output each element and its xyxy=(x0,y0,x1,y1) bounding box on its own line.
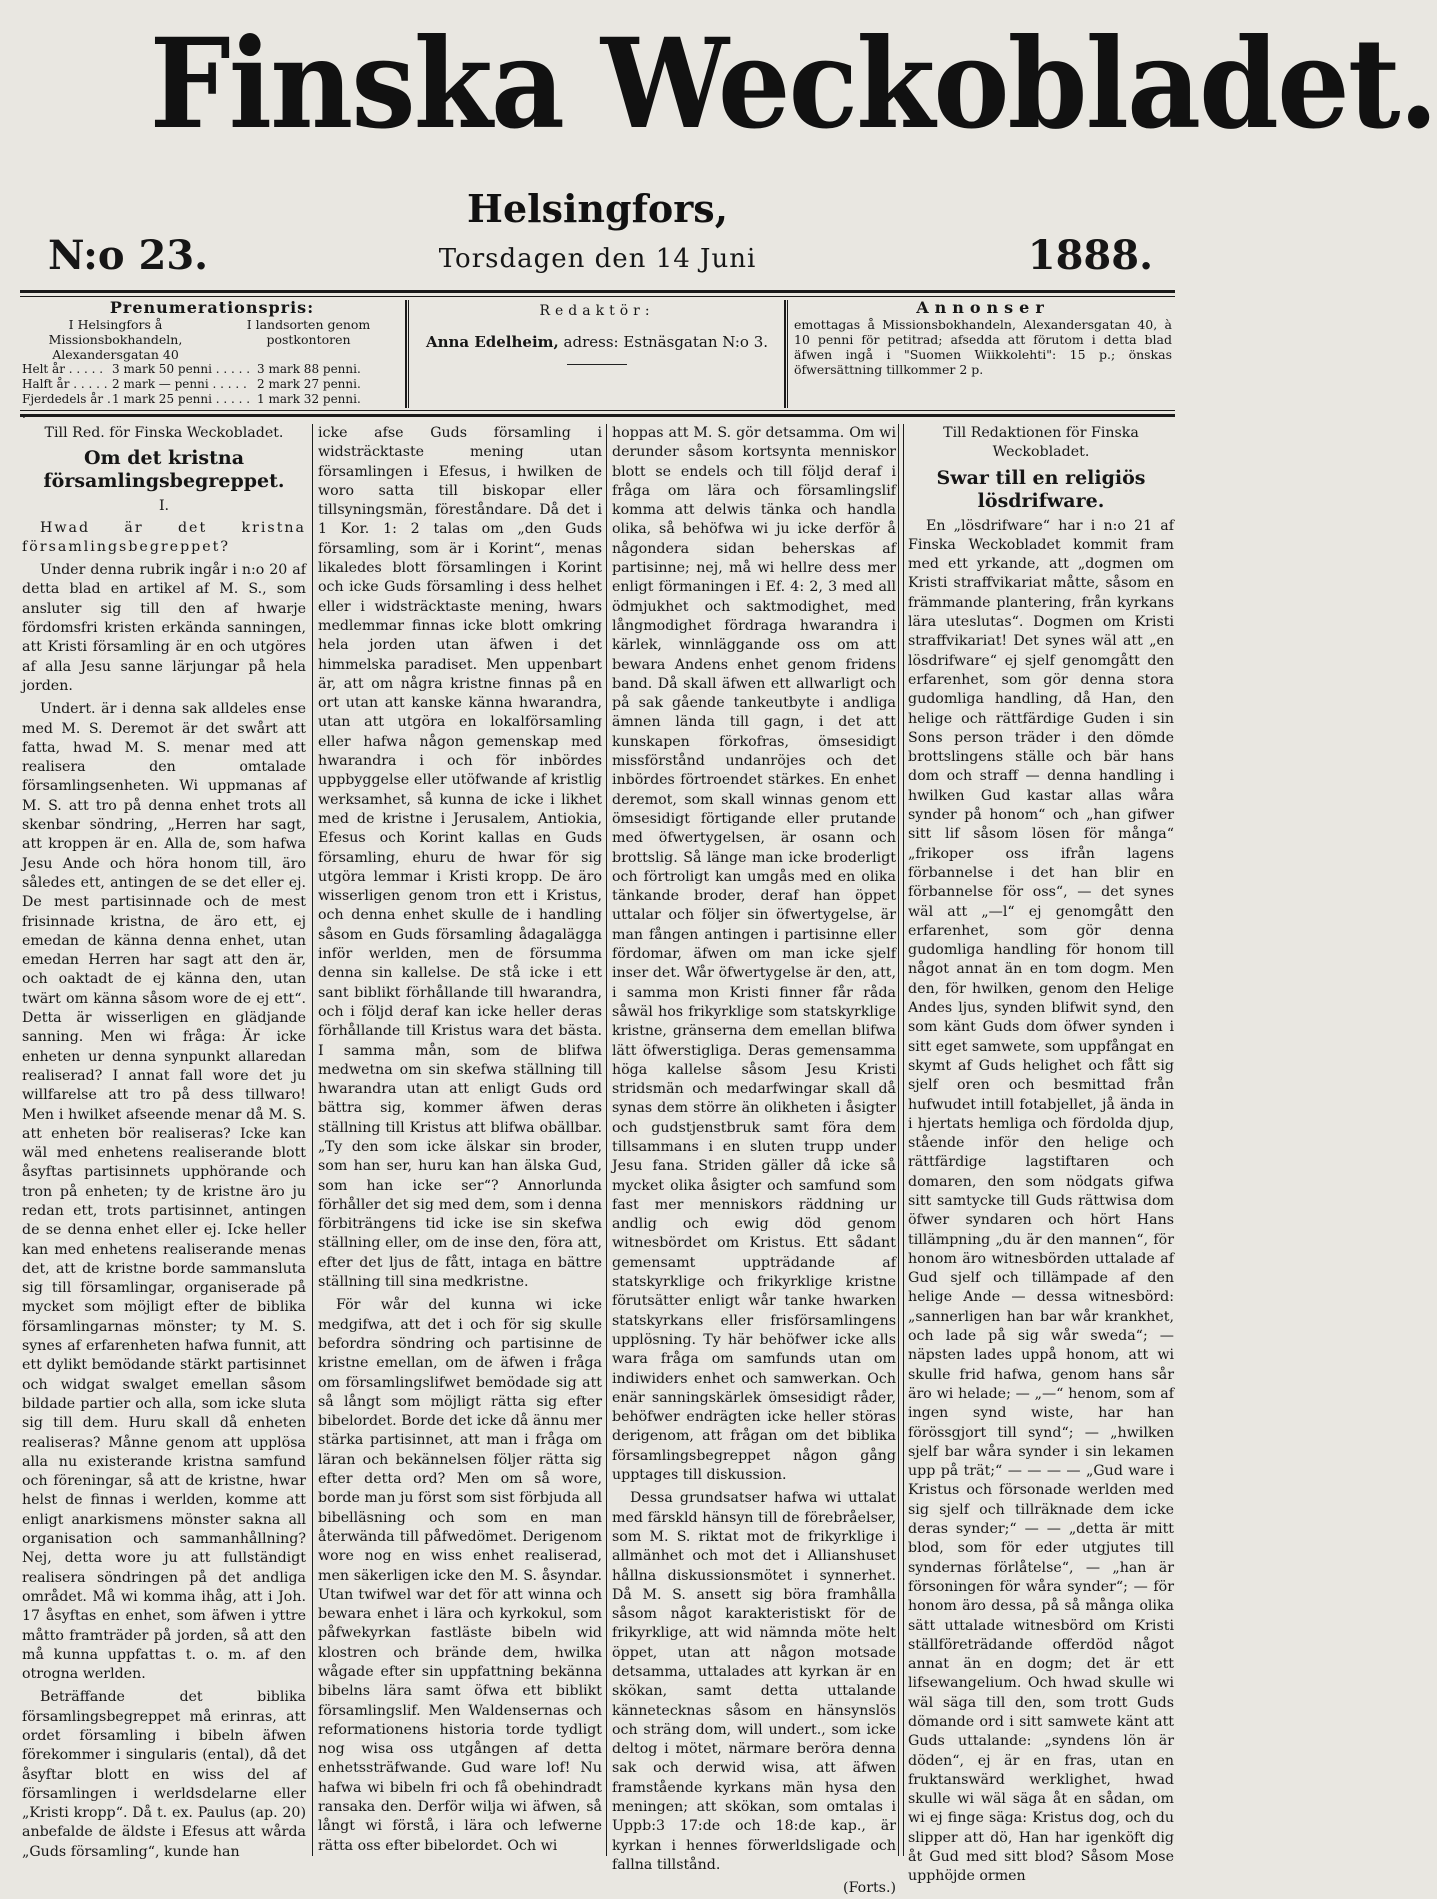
price-row xyxy=(22,392,402,422)
price-city: 3 mark 50 penni . . . . . xyxy=(112,362,251,376)
editor-address: adress: Estnäsgatan N:o 3. xyxy=(563,333,769,351)
ads-text: emottagas å Missionsbokhandeln, Alexandersgatan 40, à 10 penni för petitrad; afsedda att förutom i detta blad äfwen ingå i "Suomen Wiikkolehti": 15 p.; önskas öfwersättning tillkommer 2 p. xyxy=(794,317,1172,377)
article-paragraph: För wår del kunna wi icke medgifwa, att det i och för sig skulle befordra söndring och partisinne de kristne emellan, om de äfwen i fråga om församlingslifwet bemödade sig att så långt som möjligt rätta sig efter bibelordet. Borde det icke då ännu mer stärka partisinnet, att man i fråga om läran och bekännelsen följer rätta sig efter detta ord? Men om så wore, borde man ju först som sist förbjuda all bibelläsning och som en man återwända till påfwedömet. Derigenom wore nog en wiss enhet realiserad, men säkerligen icke den M. S. åsyndar. Utan twifwel war det för att winna och bewara enhet i lära och kyrkokul, som påfwekyrkan fastläste bibeln wid klostren och brände dem, hwilka wågade efter sin uppfattning bekänna bibelns lära samt öfwa ett biblikt församlingslif. Men Waldensernas och reformationens historia torde tydligt nog wisa oss utgången af detta enhetssträfwande. Gud ware lof! Nu hafwa wi bibeln fri och få obehindradt ransaka den. Derför wilja wi äfwen, så långt wi förstå, i lära och lefwerne rätta oss efter bibelordet. Och wi xyxy=(318,1297,602,1854)
price-label: Halft år . . . . . xyxy=(22,377,108,391)
article-paragraph: En „lösdrifware“ har i n:o 21 af Finska Weckobladet kommit fram med ett yrkande, att „dogmen om Kristi straffvikariat måtte, såsom en främmande plantering, från kyrkans lära uteslutas“. Dogmen om Kristi straffvikariat! Det synes wäl att „en lösdrifware“ ej sjelf genomgått den erfarenhet, som gör denna stora gudomliga handling, då Han, den helige och rättfärdige Guden i sin Sons person träder i den dömde brottslingens ställe och bär hans dom och straff — denna handling i hwilken Gud kastar allas wåra synder på honom“ och „han gifwer sitt lif såsom lösen för många“ „frikoper oss ifrån lagens förbannelse i det han blir en förbannelse för oss“, — det synes wäl att „—l“ ej genomgått den erfarenhet, som gör denna gudomliga handling för honom till något annat än en tom dogm. Men den, för hwilken, genom den Helige Andes ljus, synden blifwit synd, den som känt Guds dom öfwer synden i sitt eget samwete, som uppfångat en skymt af Guds helighet och fått sig sjelf oren och besmittad från hufwudet intill fotabjellet, jå ända in i hjertats hemliga och fördolda djup, stående inför den helige och rättfärdige lagstiftaren och domaren, den som nödgats gifwa sitt samtycke till Guds rättwisa dom öfwer syndaren och hört Hans tillämpning „du är den mannen“, för honom äro witnesbörden uttalade af Gud sjelf och tillämpade af den helige Ande — dessa witnesbörd: „sannerligen han bar wår krankhet, och lade på sig wår sweda“; — näpsten lades uppå honom, att wi skulle frid hafwa, genom hans sår äro wi helade; — „—“ henom, som af ingen synd wiste, har han förössgjort till synd“; — „hwilken sjelf bar wåra synder i sin lekamen upp på trät;“ — — — — „Gud ware i Kristus och försonade werlden med sig sjelf och tillräknade dem icke deras synder;“ — — „detta är mitt blod, som för eder utgjutes till syndernas förlåtelse“, — „han är försoningen för wåra synder“; — för honom äro dessa, på så många olika sätt uttalade witnesbörd om Kristi ställföreträdande offerdöd något annat än en dogm; det är ett lifsewangelium. Och hwad skulle wi wäl säga till den, som trott Guds dömande ord i sitt samwete känt att Guds uttalande: „syndens lön är döden“, ej är en fras, utan en fruktanswärd werklighet, hwad skulle wi wäl säga åt en sådan, om wi ej finge säga: Kristus dog, och du slipper att dö, Han har igenköft dig åt Gud med sitt blod? Såsom Mose upphöjde ormen xyxy=(908,517,1174,1885)
editor-label: Redaktör: xyxy=(539,303,655,319)
header-rule-bottom xyxy=(20,414,1175,417)
article-paragraph: Under denna rubrik ingår i n:o 20 af detta blad en artikel af M. S., som ansluter sig till den af hwarje fördomsfri kristen erkända sanningen, att Kristi församling är en och utgöres af alla Jesu sanne lärjungar på hela jorden. xyxy=(22,562,306,694)
price-row xyxy=(22,377,402,392)
price-country: 1 mark 32 penni. xyxy=(257,392,361,406)
column-3 xyxy=(612,424,896,1897)
column-rule xyxy=(312,424,313,1856)
subscription-title: Prenumerationspris: xyxy=(109,298,315,317)
ads-box xyxy=(794,300,1172,408)
column-2 xyxy=(318,424,602,1856)
subscription-head-country: I landsorten genom postkontoren xyxy=(246,317,371,347)
price-city: 2 mark — penni . . . . . xyxy=(112,377,247,391)
editor-dash xyxy=(567,364,627,365)
price-city: 1 mark 25 penni . . . . . xyxy=(112,392,251,406)
subscription-heads xyxy=(22,317,402,362)
article-question: Hwad är det kristna församlingsbegreppet? xyxy=(22,519,306,555)
article-paragraph: Beträffande det biblika församlingsbegreppet må erinras, att ordet församling i bibeln äfwen förekommer i singularis (ental), då det åsyftar blott en wiss del af församlingen i werldsdelarne eller „Kristi kropp“. Då t. ex. Paulus (ap. 20) anbefalde de äldste i Efesus att wårda „Guds församling“, kunde han xyxy=(22,1689,306,1860)
info-divider xyxy=(784,300,786,408)
continued-note: (Forts.) xyxy=(843,1880,896,1897)
price-row xyxy=(22,362,402,377)
header-rule-top xyxy=(20,290,1175,293)
article-paragraph: Dessa grundsatser hafwa wi uttalat med färskld hänsyn till de förebråelser, som M. S. riktat mot de frikyrklige i allmänhet och mot det i Allianshuset hållna diskussionsmötet i synnerhet. Då M. S. ansett sig böra framhålla såsom något karakteristiskt för de frikyrklige, att wid nämnda möte helt öppet, utan att någon motsade detsamma, uttalades att kyrkan är en skökan, samt detta uttalande kännetecknas såsom en hänsynslös och sträng dom, will undert., som icke deltog i mötet, närmare beröra denna sak och derwid wisa, att äfwen framstående kyrkans män hysa den meningen; att skökan, som omtalas i Uppb:3 17:de och 18:de kap., är kyrkan i hennes förwerldsligade och fallna tillstånd. xyxy=(612,1490,896,1873)
issue-year: 1888. xyxy=(1027,232,1153,279)
article-paragraph: icke afse Guds församling i widsträcktaste mening utan församlingen i Efesus, i hwilken de woro satta till biskopar eller tillsyningsmän, föreståndare. Då det i 1 Kor. 1: 2 talas om „den Guds församling, som är i Korint“, menas likaledes blott församlingen i Korint och icke Guds församling i dess helhet eller i widsträcktaste mening, hwars medlemmar finnas icke blott omkring hela jorden utan äfwen i det himmelska paradiset. Men uppenbart är, att om några kristne finnas på en ort utan att kanske känna hwarandra, utan att utgöra en lokalförsamling eller hafwa någon gemenskap med hwarandra i och för inbördes uppbyggelse eller utöfwande af kristlig werksamhet, så kunna de icke i likhet med de kristne i Jerusalem, Antiokia, Efesus och Korint kallas en Guds församling, ehuru de hwar för sig utgöra lemmar i Kristi kropp. De äro wisserligen genom tron ett i Kristus, och denna enhet skulle de i handling såsom en Guds församling ådagalägga inför werlden, men de försumma denna sin kallelse. De stå icke i ett sant biblikt förhållande till hwarandra, och i följd deraf kan icke heller deras förhållande till Kristus wara det bästa. I samma mån, som de blifwa medwetna om sin skefwa ställning till hwarandra utan att enligt Guds ord bättra sig, kommer äfwen deras ställning till Kristus att blifwa obällbar. „Ty den som icke älskar sin broder, som han ser, huru kan han älska Gud, som han icke ser“? Annorlunda förhåller det sig med dem, som i denna förbiträngens tid icke ise sin skefwa ställning eller, om de inse den, föra att, efter det ljus de fått, intaga en bättre ställning till sina medkristne. xyxy=(318,425,602,1291)
article-heading: Swar till en religiös lösdrifware. xyxy=(936,466,1146,512)
city-name: Helsingfors, xyxy=(467,186,728,231)
header-rule-top-thin xyxy=(20,296,1175,297)
subscription-box xyxy=(22,300,402,408)
info-divider-thin xyxy=(787,300,788,408)
article-heading: Om det kristna församlingsbegreppet. xyxy=(43,447,285,493)
column-rule xyxy=(606,424,607,1856)
info-divider xyxy=(405,300,407,408)
issue-number: N:o 23. xyxy=(48,232,209,279)
article-paragraph: Undert. är i denna sak alldeles ense med M. S. Deremot är det swårt att fatta, hwad M. S. menar med att realisera den omtalade församlingsenheten. Wi uppmanas af M. S. att tro på denna enhet trots all skenbar söndring, „Herren har sagt, att kroppen är en. Alla de, som hafwa Jesu Ande och höra honom till, äro således ett, antingen de se det eller ej. De mest partisinnade och de mest frisinnade kristna, de äro ett, ej emedan de känna denna enhet, utan emedan Herren har sagt att den är, och oaktadt de ej känna den, utan twärt om känna såsom wore de ej ett“. Detta är wisserligen en glädjande sanning. Men wi fråga: Är icke enheten ur denna synpunkt allaredan realiserad? I annat fall wore det ju willfarelse att tro på dess tillwaro! Men i hwilket afseende menar då M. S. att enheten bör realiseras? Icke kan wäl med enhetens realiserande blott åsyftas partisinnets upphörande och tron på enheten; ty de kristne äro ju redan ett, trots partisinnet, antingen de se denna enhet eller ej. Icke heller kan med enhetens realiserande menas det, att de kristne borde sammansluta sig till församlingar, organiserade på mycket som möjligt efter de biblika församlingarnas mönster; ty M. S. synes af erfarenheten hafwa funnit, att ett dylikt bemödande stärkt partisinnet och widgat swalget emellan såsom bildade partier och alla, som icke sluta sig till dem. Huru skall då enheten realiseras? Månne genom att upplösa alla nu existerande kristna samfund och föreningar, så att de kristne, hwar helst de finnas i werlden, komme att enligt anarkismens mönster sakna all organisation och sammanhållning? Nej, detta wore ju att fullständigt realisera söndringen på det andliga området. Må wi komma ihåg, att i Joh. 17 åsyftas en enhet, som äfwen i yttre måtto framträder på jorden, så att den må kunna uppfattas t. o. m. af den otrogna werlden. xyxy=(22,701,306,1683)
editor-line xyxy=(412,335,782,350)
column-rule-double xyxy=(898,424,904,1856)
article-paragraph: hoppas att M. S. gör detsamma. Om wi derunder såsom kortsynta menniskor blott se endels och till följd deraf i fråga om lära och församlingslif komma att delwis tänka och handla olika, så behöfwa wi ju icke derför å någondera sidan beherskas af partisinne; nej, må wi hellre dess mer enligt förmaningen i Ef. 4: 2, 3 med all ödmjukhet och saktmodighet, med långmodighet fördraga hwarandra i kärlek, winnläggande oss om att bewara Andens enhet genom fridens band. Då skall äfwen ett allwarligt och på sak gående tankeutbyte i andliga ämnen lända till gagn, i det att kunskapen förkofras, ömsesidigt missförstånd undanröjes och det inbördes förtroendet stärkes. En enhet deremot, som skall winnas genom ett ömsesidigt förtigande eller prutande med öfwertygelsen, är osann och brottslig. Så länge man icke broderligt och förtroligt kan umgås med en olika tänkande broder, deraf han öppet uttalar och följer sin öfwertygelse, är man fången antingen i partisinne eller fördomar, äfwen om man icke sjelf inser det. Wår öfwertygelse är den, att, i samma mon Kristi finner får råda såwäl hos frikyrklige som statskyrklige kristne, gränserna dem emellan blifwa lätt öfwerstigliga. Deras gemensamma höga kallelse såsom Jesu Kristi stridsmän och medarfwingar skall då synas dem större än olikheten i åsigter och gudstjenstbruk samt föra dem tillsammans i en sluten trupp under Jesu fana. Striden gäller då icke så mycket olika åsigter och samfund som fast mer menniskors räddning ur andlig och ewig död genom witnesbördet om Kristus. Ett sådant gemensamt uppträdande af statskyrklige och frikyrklige kristne förutsätter enligt wår tanke hwarken statskyrkans eller frisförsamlingens upplösning. Ty här behöfwer icke alls wara fråga om samfunds utan om indiwiders enhet och samwerkan. Och enär sanningskärlek ömsesidigt råder, behöfwer endrägten icke heller störas derigenom, att frågan om det biblika församlingsbegreppet någon gång upptages till diskussion. xyxy=(612,425,896,1484)
price-label: Fjerdedels år . xyxy=(22,392,111,406)
header-rule-bottom-thin xyxy=(20,410,1175,411)
price-country: 3 mark 88 penni. xyxy=(257,362,361,376)
price-country: 2 mark 27 penni. xyxy=(257,377,361,391)
ads-title: Annonser xyxy=(916,298,1050,317)
info-divider-thin xyxy=(408,300,409,408)
issue-date: Torsdagen den 14 Juni xyxy=(438,244,757,274)
column-1 xyxy=(22,424,306,1860)
article-salutation: Till Redaktionen för Finska Weckobladet. xyxy=(943,425,1139,461)
editor-box xyxy=(412,300,782,408)
article-salutation: Till Red. för Finska Weckobladet. xyxy=(44,425,284,441)
editor-name: Anna Edelheim, xyxy=(425,333,559,351)
masthead-title: Finska Weckobladet. xyxy=(149,12,1437,157)
subscription-head-city: I Helsingfors å Missionsbokhandeln, Alexandersgatan 40 xyxy=(48,317,183,362)
article-part: I. xyxy=(158,498,170,515)
price-label: Helt år . . . . . xyxy=(22,362,104,376)
column-4 xyxy=(908,424,1174,1885)
